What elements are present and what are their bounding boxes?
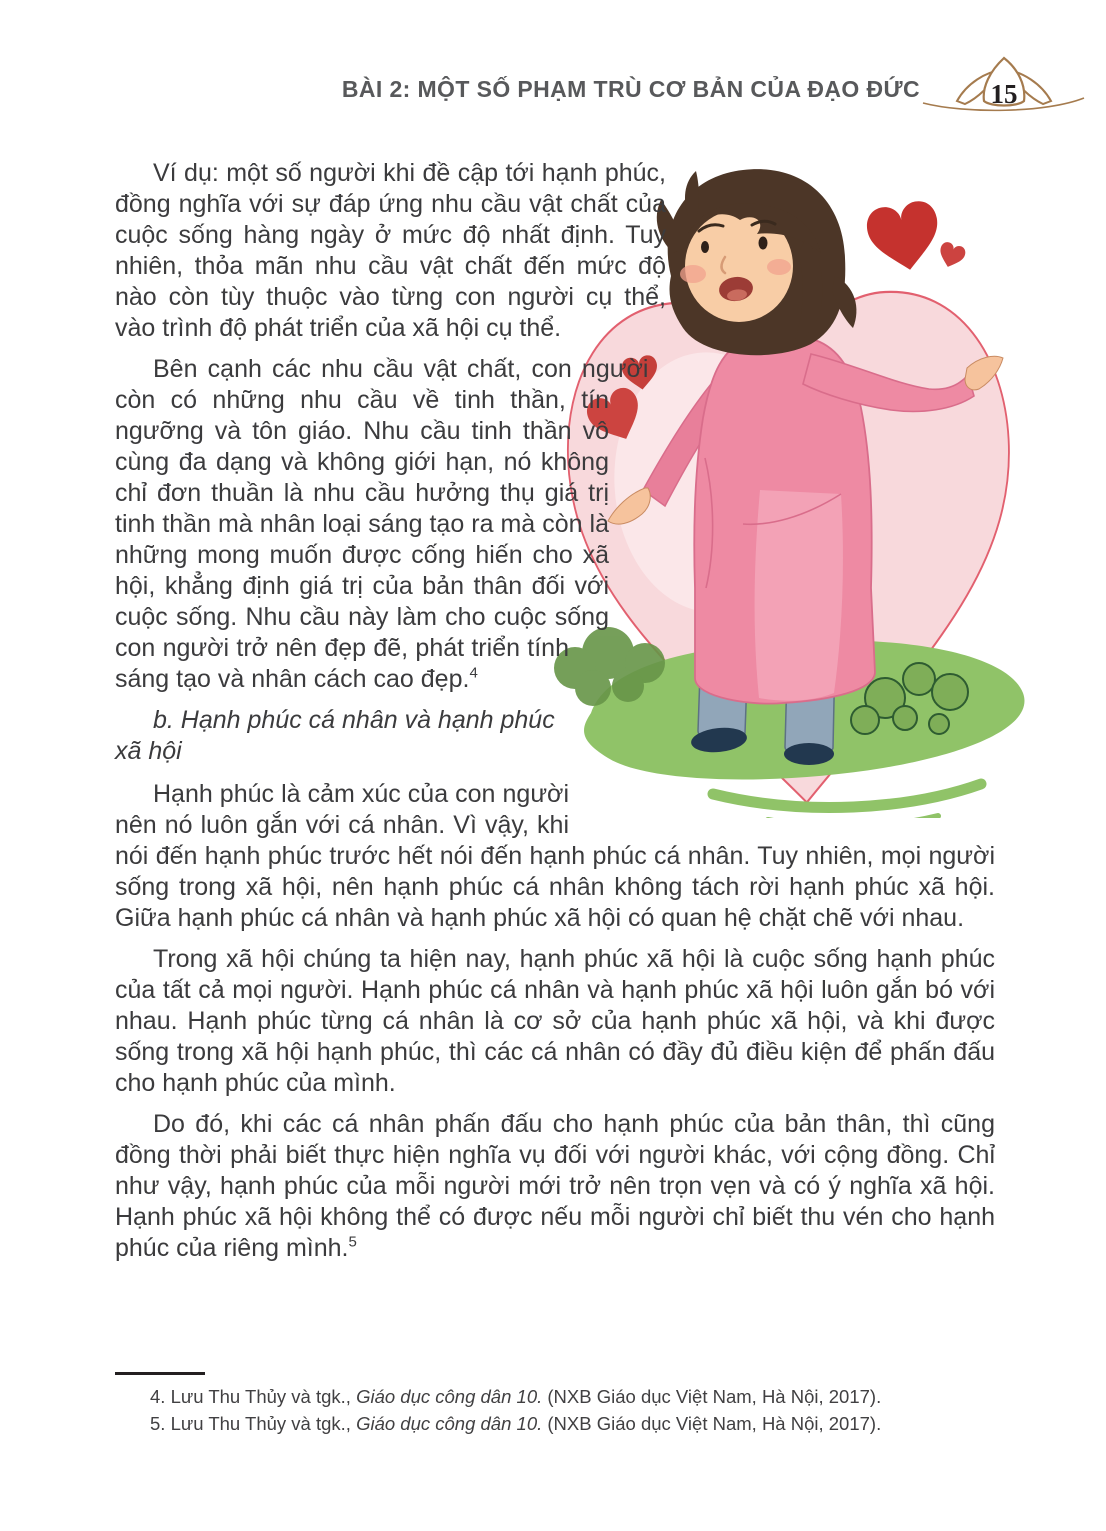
footnote-4-title: Giáo dục công dân 10.	[356, 1386, 543, 1407]
footnote-5	[115, 1410, 995, 1437]
ao-dai-front-panel	[755, 490, 843, 701]
chapter-title: BÀI 2: MỘT SỐ PHẠM TRÙ CƠ BẢN CỦA ĐẠO ĐỨC	[341, 76, 920, 102]
blush-right	[767, 259, 791, 275]
main-content	[115, 158, 1053, 1274]
lotus-icon	[921, 56, 1086, 120]
footnote-ref-4: 4	[469, 664, 478, 682]
footnote-5-prefix: 5. Lưu Thu Thủy và tgk.,	[150, 1413, 357, 1434]
paragraph-spiritual-needs-text: Bên cạnh các nhu cầu vật chất, con người còn có những nhu cầu về tinh thần, tín ngưỡng và tôn giáo. Nhu cầu tinh thần vô cùng đa dạng và không giới hạn, nó không chỉ đơn thuần là nhu cầu hưởng thụ giá trị tinh thần mà nhân loại sáng tạo ra mà còn là những mong muốn được cống hiến cho xã hội, khẳng định giá trị của bản thân đối với cuộc sống. Nhu cầu này làm cho cuộc sống con người trở nên đẹp đẽ, phát triển tính sáng tạo và nhân cách cao đẹp.	[115, 355, 649, 693]
footnote-5-title: Giáo dục công dân 10.	[356, 1413, 543, 1434]
paragraph-duty	[115, 1109, 1053, 1264]
footnote-4	[115, 1383, 995, 1410]
footnote-divider	[115, 1372, 205, 1375]
footnote-5-suffix: (NXB Giáo dục Việt Nam, Hà Nội, 2017).	[542, 1413, 882, 1434]
hair-spike-top	[685, 171, 699, 218]
lotus-page-ornament	[921, 56, 1086, 120]
paragraph-happiness-society: Trong xã hội chúng ta hiện nay, hạnh phúc xã hội là cuộc sống hạnh phúc của tất cả mọi người. Hạnh phúc cá nhân và hạnh phúc xã hội luôn gắn bó với nhau. Hạnh phúc từng cá nhân là cơ sở của hạnh phúc xã hội, và khi được sống trong xã hội hạnh phúc, thì các cá nhân có đầy đủ điều kiện để phấn đấu cho hạnh phúc của mình.	[115, 945, 995, 1097]
red-heart-large-icon	[864, 198, 945, 276]
footnote-4-prefix: 4. Lưu Thu Thủy và tgk.,	[150, 1386, 357, 1407]
footnote-4-suffix: (NXB Giáo dục Việt Nam, Hà Nội, 2017).	[542, 1386, 882, 1407]
page-number: 15	[990, 79, 1018, 109]
paragraph-duty-text: Do đó, khi các cá nhân phấn đấu cho hạnh phúc của bản thân, thì cũng đồng thời phải biết thực hiện nghĩa vụ đối với người khác, với cộng đồng. Chỉ như vậy, hạnh phúc của mỗi người mới trở nên trọn vẹn và có ý nghĩa xã hội. Hạnh phúc xã hội không thể có được nếu mỗi người chỉ biết thu vén cho hạnh phúc của riêng mình.	[115, 1110, 995, 1262]
subheading-b: b. Hạnh phúc cá nhân và hạnh phúc xã hội	[115, 706, 555, 765]
eye-right	[759, 237, 768, 250]
page-header	[0, 0, 1106, 150]
footnotes-section	[115, 1372, 995, 1437]
paragraph-example: Ví dụ: một số người khi đề cập tới hạnh phúc, đồng nghĩa với sự đáp ứng nhu cầu vật chất của cuộc sống hàng ngày ở mức độ nhất định. Tuy nhiên, thỏa mãn nhu cầu vật chất đến mức độ nào còn tùy thuộc vào từng con người cụ thể, vào trình độ phát triển của xã hội cụ thể.	[115, 159, 666, 342]
paragraph-happiness-individual: Hạnh phúc là cảm xúc của con người nên nó luôn gắn với cá nhân. Vì vậy, khi nói đến hạnh phúc trước hết nói đến hạnh phúc cá nhân. Tuy nhiên, mọi người sống trong xã hội, nên hạnh phúc cá nhân không tách rời hạnh phúc xã hội. Giữa hạnh phúc cá nhân và hạnh phúc xã hội có quan hệ chặt chẽ với nhau.	[115, 780, 995, 932]
shoe-right	[784, 743, 834, 765]
blush-left	[680, 265, 706, 283]
red-heart-small-icon	[936, 241, 967, 271]
footnote-ref-5: 5	[348, 1233, 357, 1251]
eye-left	[701, 241, 709, 253]
